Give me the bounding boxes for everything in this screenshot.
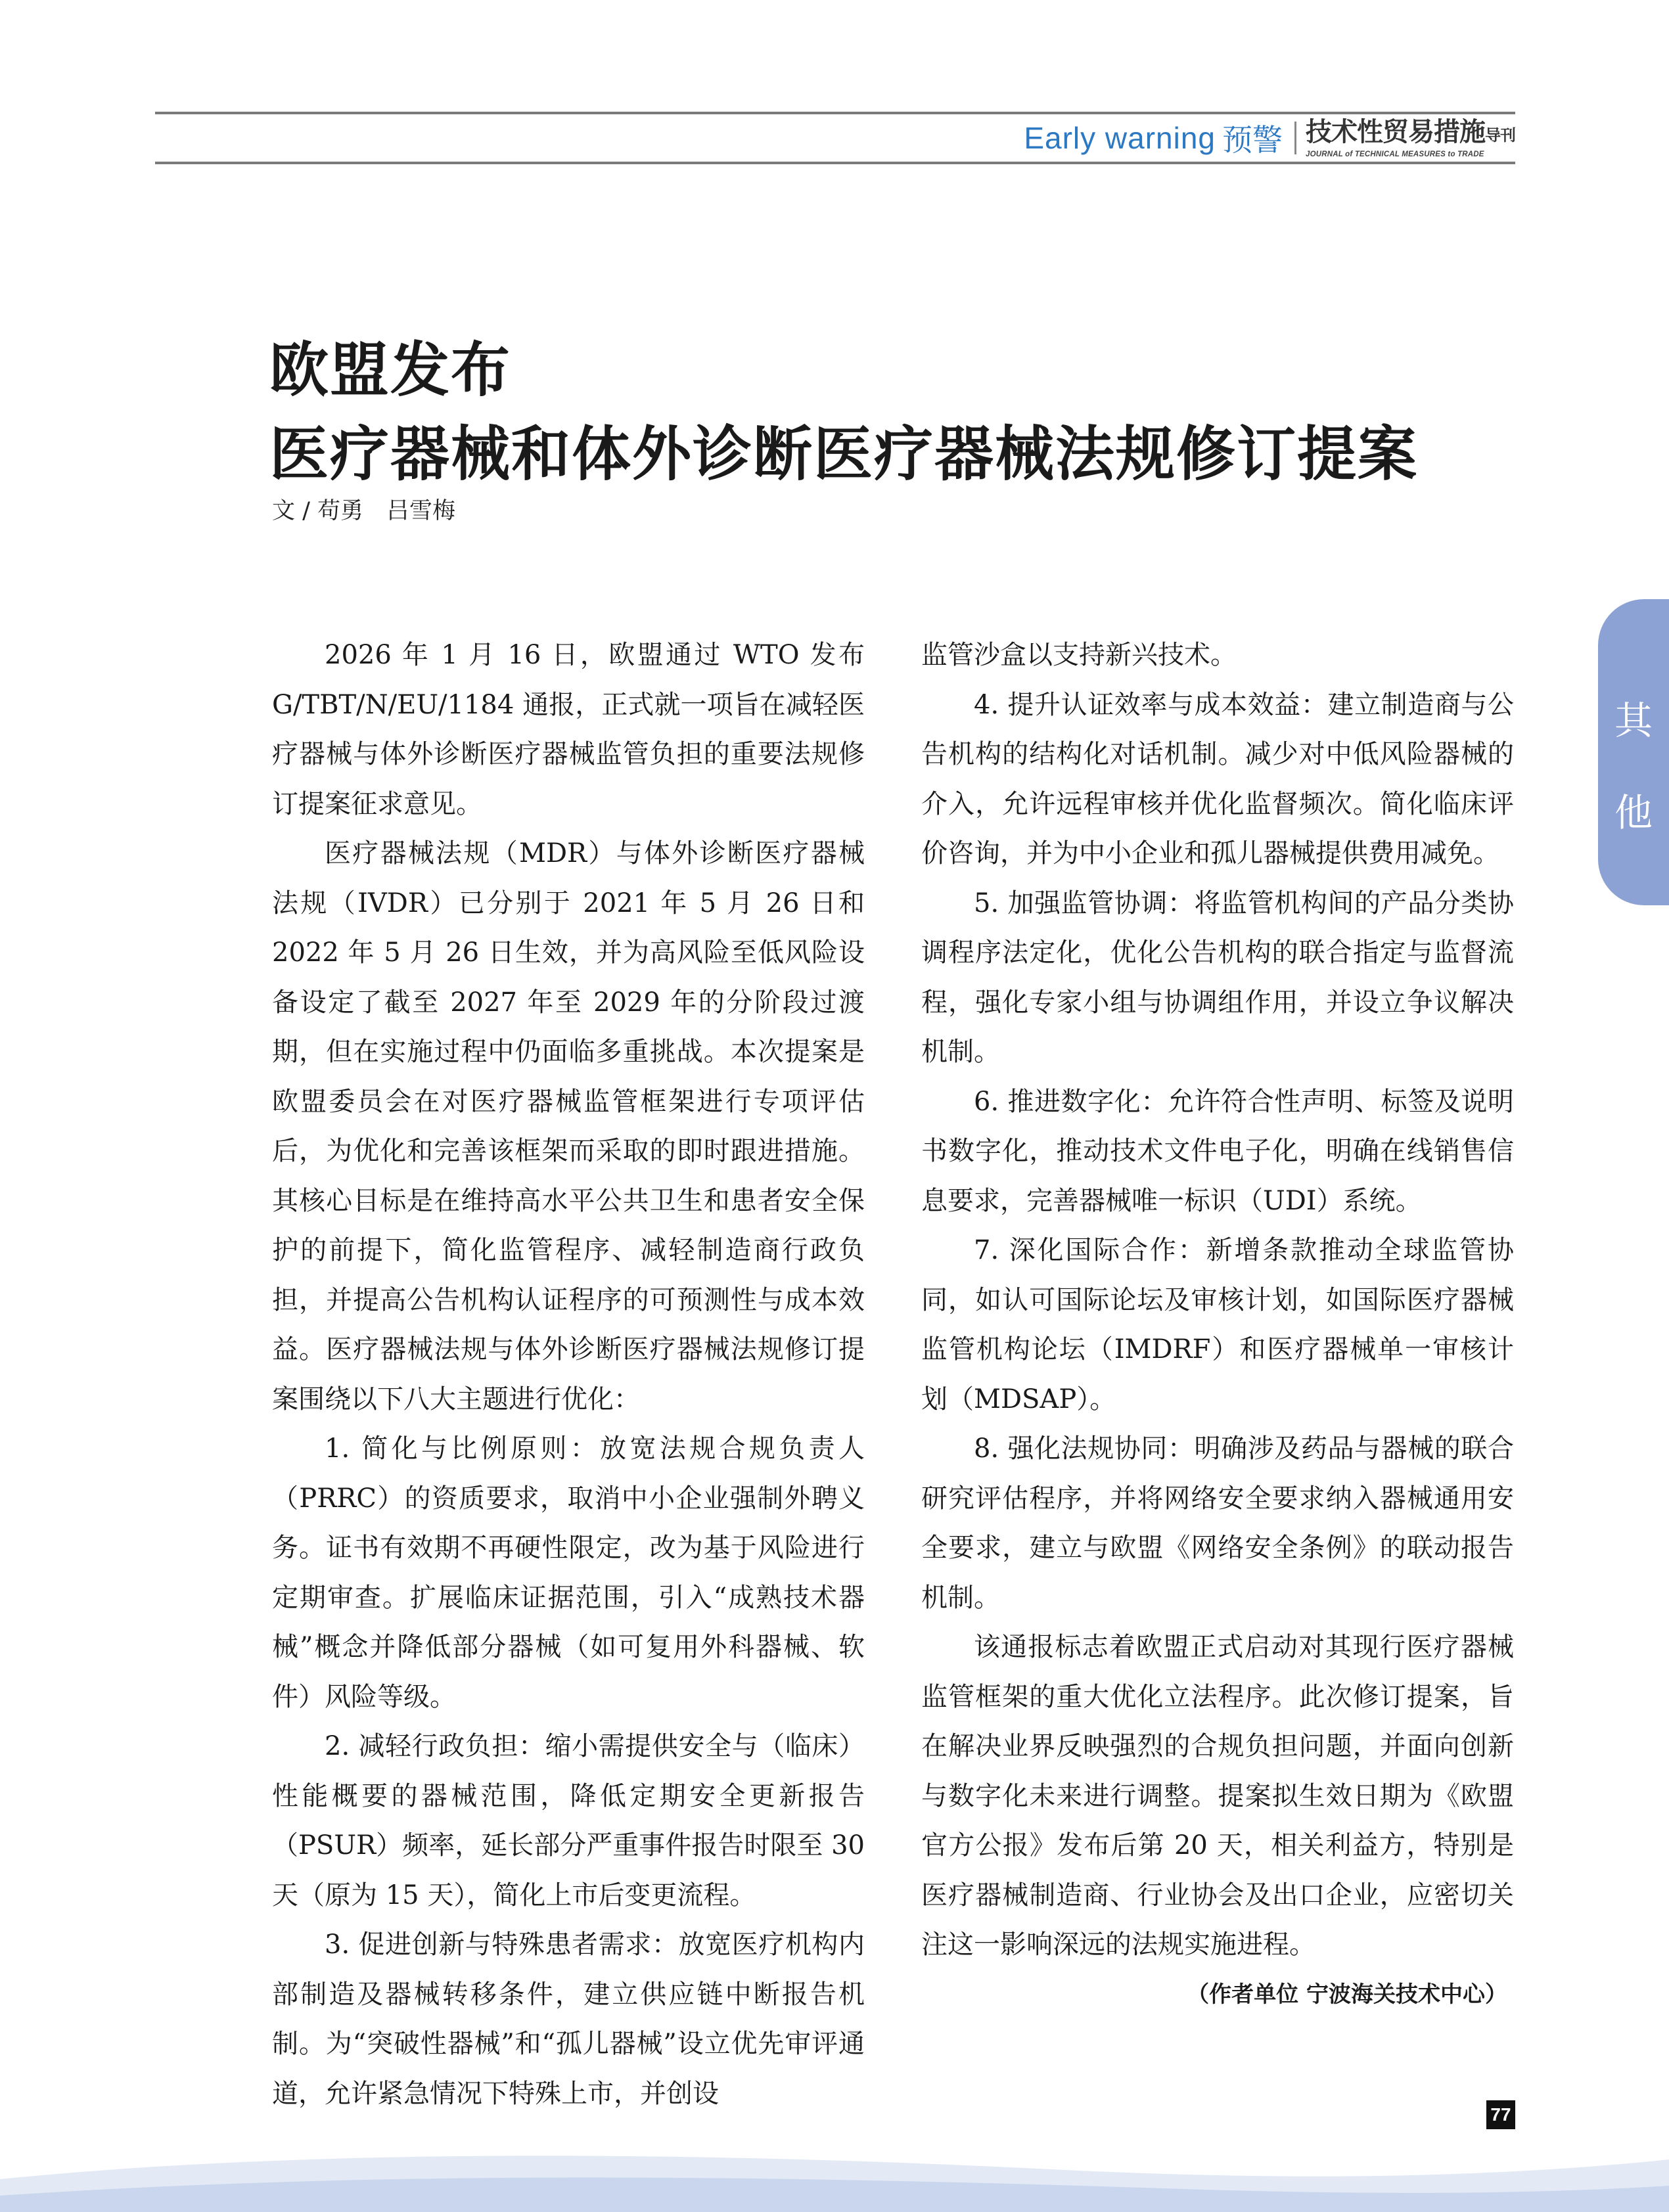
body-paragraph: 2. 减轻行政负担：缩小需提供安全与（临床）性能概要的器械范围，降低定期安全更新报告（PSUR）频率，延长部分严重事件报告时限至 30 天（原为 15 天），简化上市后变更流程。 — [272, 1731, 865, 1910]
article-title — [269, 328, 1418, 497]
article-byline: 文 / 苟勇 吕雪梅 — [272, 498, 456, 524]
journal-name-cn: 技术性贸易措施导刊 — [1306, 116, 1515, 147]
body-column-left — [272, 631, 865, 2119]
body-column-right — [921, 631, 1514, 2020]
title-line-2: 医疗器械和体外诊断医疗器械法规修订提案 — [269, 420, 1418, 489]
body-paragraph: 1. 简化与比例原则：放宽法规合规负责人（PRRC）的资质要求，取消中小企业强制外聘义务。证书有效期不再硬性限定，改为基于风险进行定期审查。扩展临床证据范围，引入“成熟技术器械”概念并降低部分器械（如可复用外科器械、软件）风险等级。 — [272, 1433, 865, 1712]
body-paragraph: 2026 年 1 月 16 日，欧盟通过 WTO 发布 G/TBT/N/EU/1184 通报，正式就一项旨在减轻医疗器械与体外诊断医疗器械监管负担的重要法规修订提案征求意见。 — [272, 640, 865, 819]
body-paragraph: 7. 深化国际合作：新增条款推动全球监管协同，如认可国际论坛及审核计划，如国际医疗器械监管机构论坛（IMDRF）和医疗器械单一审核计划（MDSAP）。 — [921, 1235, 1514, 1414]
author-affiliation: （作者单位 宁波海关技术中心） — [1187, 1981, 1507, 2008]
section-label-cn: 预警 — [1222, 122, 1283, 158]
section-label-en: Early warning — [1024, 121, 1216, 155]
body-paragraph-continuation: 监管沙盒以支持新兴技术。 — [921, 640, 1237, 670]
footer-wave-decoration — [0, 2140, 1669, 2212]
title-line-1: 欧盟发布 — [269, 336, 511, 405]
body-paragraph: 4. 提升认证效率与成本效益：建立制造商与公告机构的结构化对话机制。减少对中低风险器械的介入，允许远程审核并优化监督频次。简化临床评价咨询，并为中小企业和孤儿器械提供费用减免。 — [921, 689, 1514, 869]
body-paragraph: 6. 推进数字化：允许符合性声明、标签及说明书数字化，推动技术文件电子化，明确在线销售信息要求，完善器械唯一标识（UDI）系统。 — [921, 1086, 1514, 1216]
body-paragraph: 3. 促进创新与特殊患者需求：放宽医疗机构内部制造及器械转移条件，建立供应链中断报告机制。为“突破性器械”和“孤儿器械”设立优先审评通道，允许紧急情况下特殊上市，并创设 — [272, 1930, 865, 2109]
running-header — [1024, 114, 1515, 162]
body-paragraph: 8. 强化法规协同：明确涉及药品与器械的联合研究评估程序，并将网络安全要求纳入器械通用安全要求，建立与欧盟《网络安全条例》的联动报告机制。 — [921, 1433, 1514, 1613]
side-tab-char-1: 其 — [1614, 698, 1653, 743]
header-rule-bottom — [155, 162, 1515, 164]
journal-logo — [1306, 118, 1515, 159]
side-tab-char-2: 他 — [1614, 790, 1653, 835]
body-paragraph: 该通报标志着欧盟正式启动对其现行医疗器械监管框架的重大优化立法程序。此次修订提案，旨在解决业界反映强烈的合规负担问题，并面向创新与数字化未来进行调整。提案拟生效日期为《欧盟官方公报》发布后第 20 天，相关利益方，特别是医疗器械制造商、行业协会及出口企业，应密切关注这一影响深远的法规实施进程。 — [921, 1632, 1514, 1960]
page-number: 77 — [1486, 2100, 1515, 2129]
header-divider — [1294, 122, 1296, 154]
body-paragraph: 5. 加强监管协调：将监管机构间的产品分类协调程序法定化，优化公告机构的联合指定与监督流程，强化专家小组与协调组作用，并设立争议解决机制。 — [921, 888, 1514, 1067]
section-side-tab — [1598, 599, 1669, 905]
body-paragraph: 医疗器械法规（MDR）与体外诊断医疗器械法规（IVDR）已分别于 2021 年 5 月 26 日和 2022 年 5 月 26 日生效，并为高风险至低风险设备设定了截至 2027 年至 2029 年的分阶段过渡期，但在实施过程中仍面临多重挑战。本次提案是欧盟委员会在对医疗器械监管框架进行专项评估后，为优化和完善该框架而采取的即时跟进措施。其核心目标是在维持高水平公共卫生和患者安全保护的前提下，简化监管程序、减轻制造商行政负担，并提高公告机构认证程序的可预测性与成本效益。医疗器械法规与体外诊断医疗器械法规修订提案围绕以下八大主题进行优化： — [272, 838, 865, 1414]
journal-name-en: JOURNAL of TECHNICAL MEASURES to TRADE — [1306, 150, 1484, 158]
